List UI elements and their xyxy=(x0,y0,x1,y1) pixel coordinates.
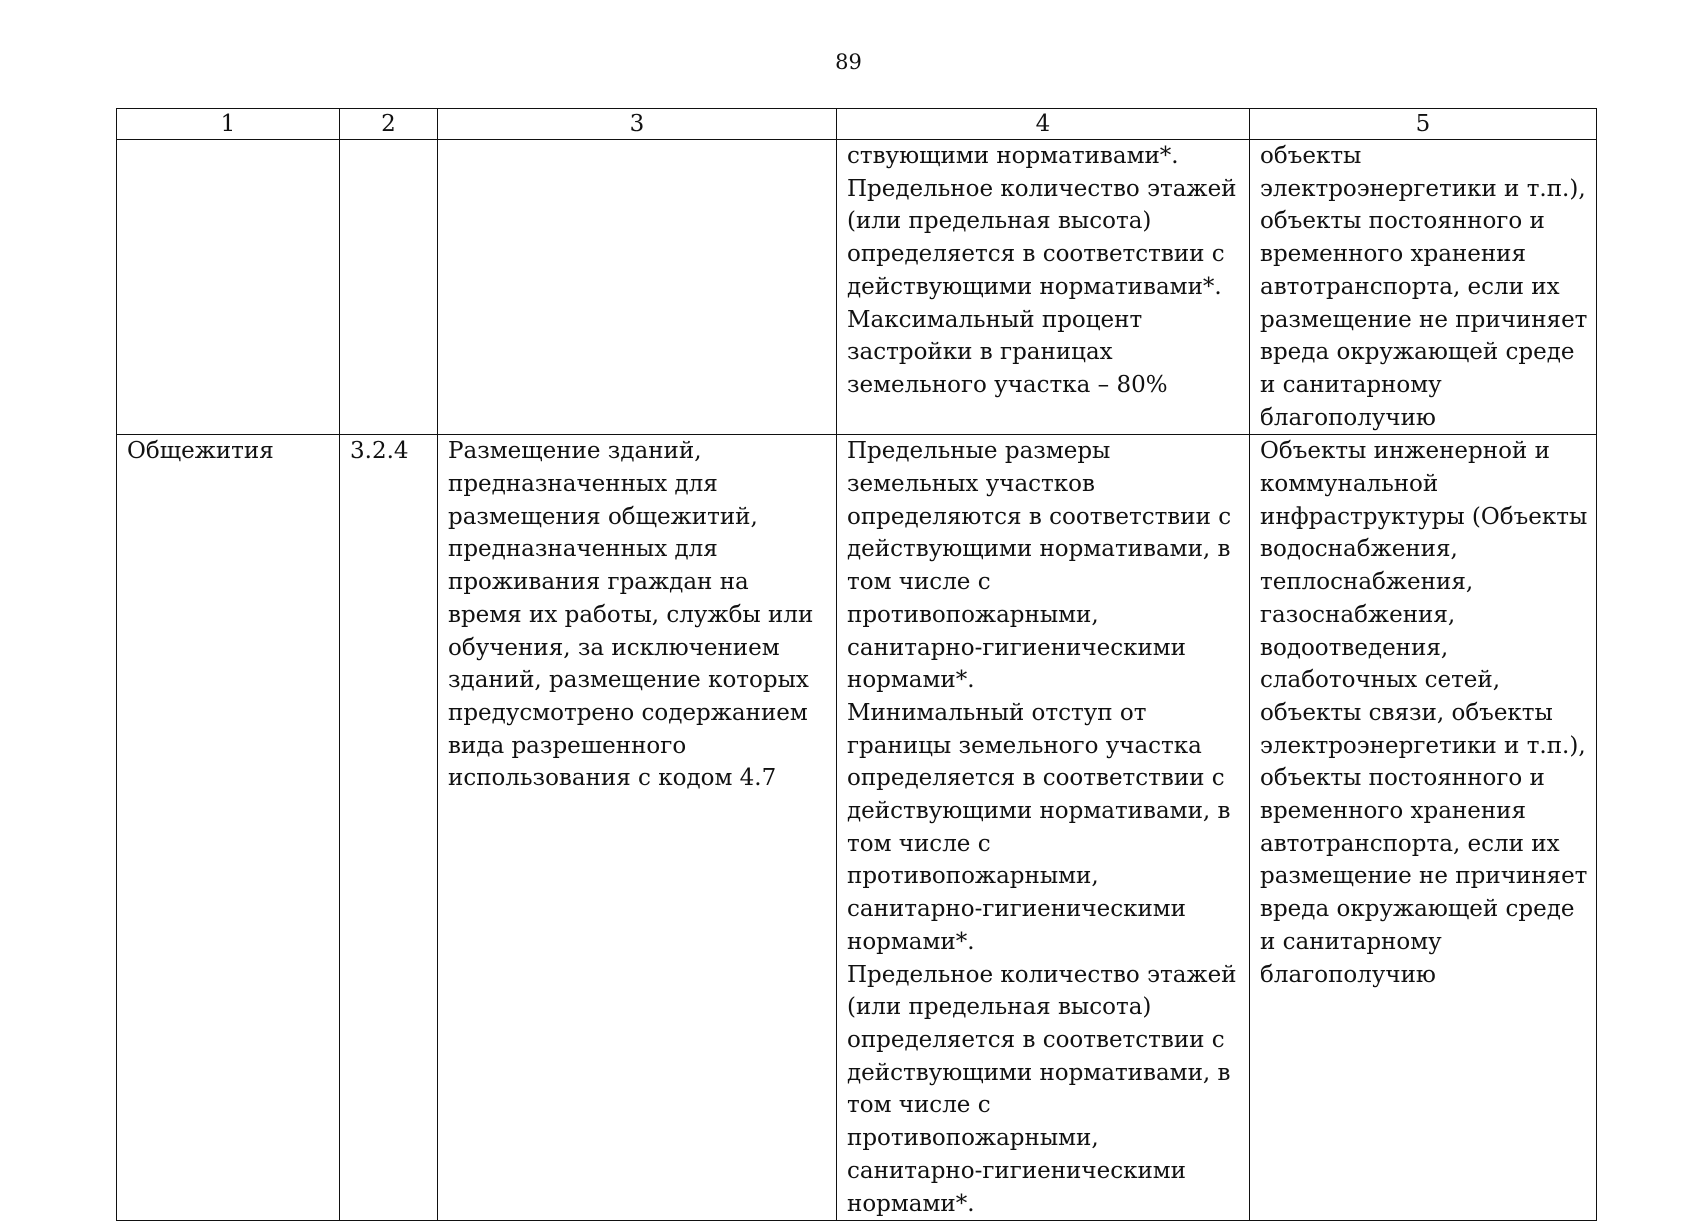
table-row xyxy=(117,140,1597,435)
row2-col5 xyxy=(1250,435,1597,1221)
row1-col5 xyxy=(1250,140,1597,435)
header-col-4: 4 xyxy=(837,109,1250,140)
page-number: 89 xyxy=(835,50,862,74)
row1-col5-para-1: объекты электроэнергетики и т.п.), объекты постоянного и временного хранения автотранспорта, если их размещение не причиняет вреда окружающей среде и санитарному благополучию xyxy=(1260,143,1588,431)
row2-col4 xyxy=(837,435,1250,1221)
row1-col3 xyxy=(438,140,837,435)
row2-col3 xyxy=(438,435,837,1221)
row1-col4-para-1: ствующими нормативами*. xyxy=(847,143,1179,169)
table-header-row xyxy=(117,109,1597,140)
header-col-1: 1 xyxy=(117,109,340,140)
row1-col1 xyxy=(117,140,340,435)
row1-col2 xyxy=(340,140,438,435)
row2-col3-para-1: Размещение зданий, предназначенных для размещения общежитий, предназначенных для проживания граждан на время их работы, службы или обучения, за исключением зданий, размещение которых предусмотрено содержанием вида разрешенного использования с кодом 4.7 xyxy=(448,438,814,792)
row2-col4-para-2: Минимальный отступ от границы земельного участка определяется в соответствии с действующими нормативами, в том числе с противопожарными, санитарно-гигиеническими нормами*. xyxy=(847,699,1231,955)
table-row xyxy=(117,435,1597,1221)
header-col-3: 3 xyxy=(438,109,837,140)
row1-col4-para-2: Предельное количество этажей (или предельная высота) определяется в соответствии с действующими нормативами*. xyxy=(847,175,1237,300)
row2-col2: 3.2.4 xyxy=(340,435,438,1221)
header-col-5: 5 xyxy=(1250,109,1597,140)
row2-col5-para-1: Объекты инженерной и коммунальной инфраструктуры (Объекты водоснабжения, теплоснабжения, газоснабжения, водоотведения, слаботочных сетей, объекты связи, объекты электроэнергетики и т.п.), объекты постоянного и временного хранения автотранспорта, если их размещение не причиняет вреда окружающей среде и санитарному благополучию xyxy=(1260,438,1588,988)
row2-col1: Общежития xyxy=(117,435,340,1221)
header-col-2: 2 xyxy=(340,109,438,140)
row2-col4-para-1: Предельные размеры земельных участков определяются в соответствии с действующими нормативами, в том числе с противопожарными, санитарно-гигиеническими нормами*. xyxy=(847,438,1232,694)
row1-col4 xyxy=(837,140,1250,435)
row1-col4-para-3: Максимальный процент застройки в границах земельного участка – 80% xyxy=(847,306,1168,398)
regulations-table xyxy=(116,108,1597,1221)
row2-col4-para-3: Предельное количество этажей (или предельная высота) определяется в соответствии с действующими нормативами, в том числе с противопожарными, санитарно-гигиеническими нормами*. xyxy=(847,961,1237,1217)
